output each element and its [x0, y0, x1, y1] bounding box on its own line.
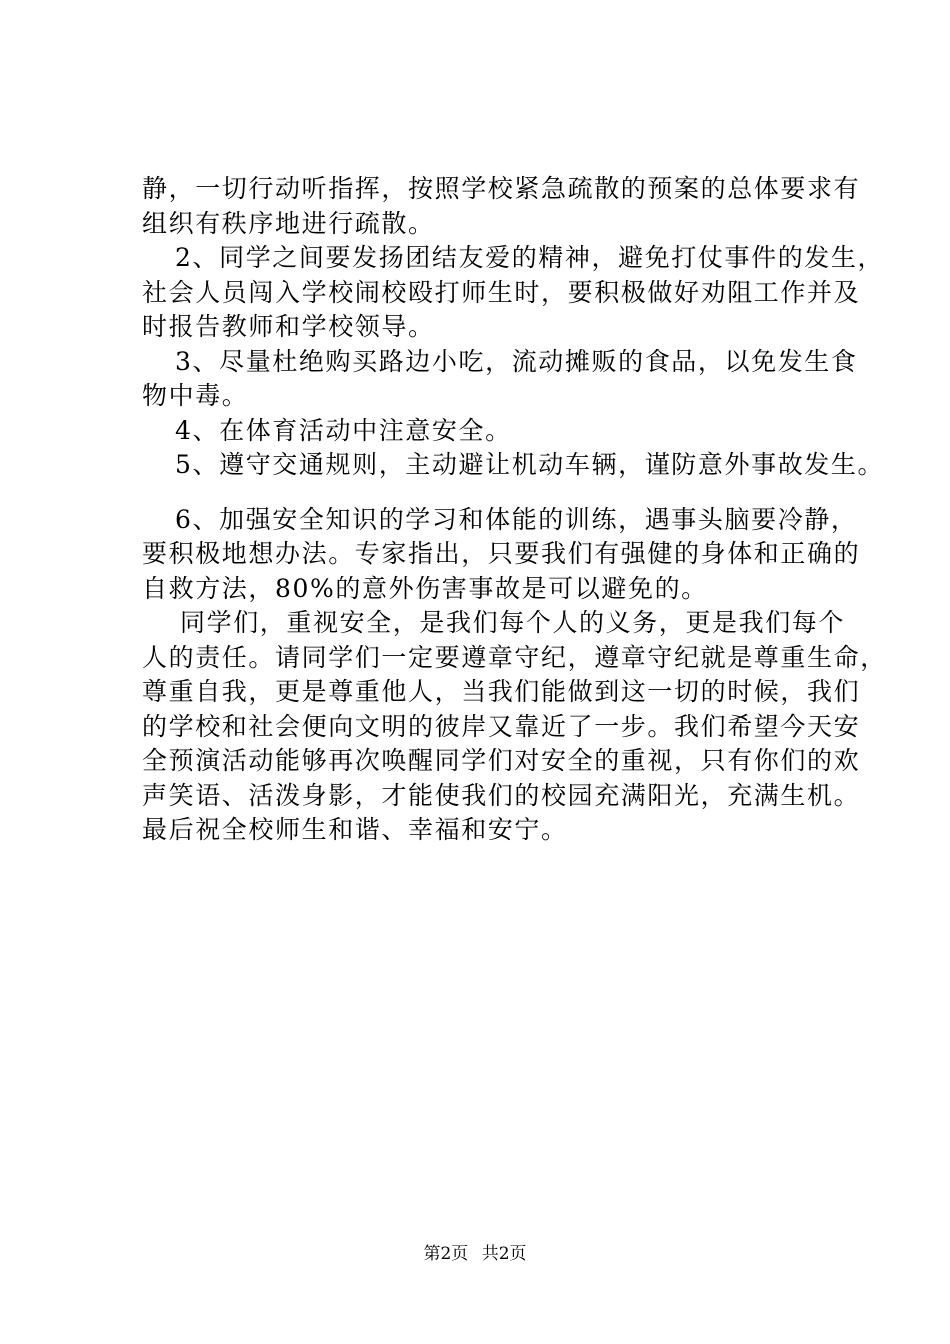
list-item-5: 5、遵守交通规则，主动避让机动车辆，谨防意外事故发生。: [175, 450, 885, 479]
paragraph-gap: [142, 483, 842, 503]
text-line: 静，一切行动听指挥，按照学校紧急疏散的预案的总体要求有: [142, 174, 861, 203]
closing-paragraph-start: 同学们，重视安全，是我们每个人的义务，更是我们每个: [180, 608, 846, 637]
document-body: [142, 172, 887, 848]
list-item-6: 6、加强安全知识的学习和体能的训练，遇事头脑要冷静，: [175, 504, 858, 534]
page-total: 共2页: [481, 1244, 527, 1264]
text-line: 尊重自我，更是尊重他人，当我们能做到这一切的时候，我们: [142, 677, 861, 706]
text-line: 人的责任。请同学们一定要遵章守纪，遵章守纪就是尊重生命，: [142, 642, 887, 672]
text-line: 自救方法，80%的意外伤害事故是可以避免的。: [142, 573, 708, 603]
text-line: 声笑语、活泼身影，才能使我们的校园充满阳光，充满生机。: [142, 780, 861, 810]
text-line: 的学校和社会便向文明的彼岸又靠近了一步。我们希望今天安: [142, 711, 861, 741]
text-line: 时报告教师和学校领导。: [142, 312, 435, 341]
text-line: 要积极地想办法。专家指出，只要我们有强健的身体和正确的: [142, 539, 861, 568]
list-item-3: 3、尽量杜绝购买路边小吃，流动摊贩的食品，以免发生食: [175, 346, 858, 376]
page-footer: [0, 1243, 950, 1265]
text-line: 全预演活动能够再次唤醒同学们对安全的重视，只有你们的欢: [142, 746, 861, 775]
list-item-2: 2、同学之间要发扬团结友爱的精神，避免打仗事件的发生，: [175, 243, 885, 272]
text-line: 组织有秩序地进行疏散。: [142, 208, 435, 238]
list-item-4: 4、在体育活动中注意安全。: [175, 415, 512, 445]
text-line: 社会人员闯入学校闹校殴打师生时，要积极做好劝阻工作并及: [142, 277, 861, 307]
text-line: 最后祝全校师生和谐、幸福和安宁。: [142, 815, 568, 844]
page-number: 第2页: [423, 1244, 469, 1264]
text-line: 物中毒。: [142, 381, 249, 410]
